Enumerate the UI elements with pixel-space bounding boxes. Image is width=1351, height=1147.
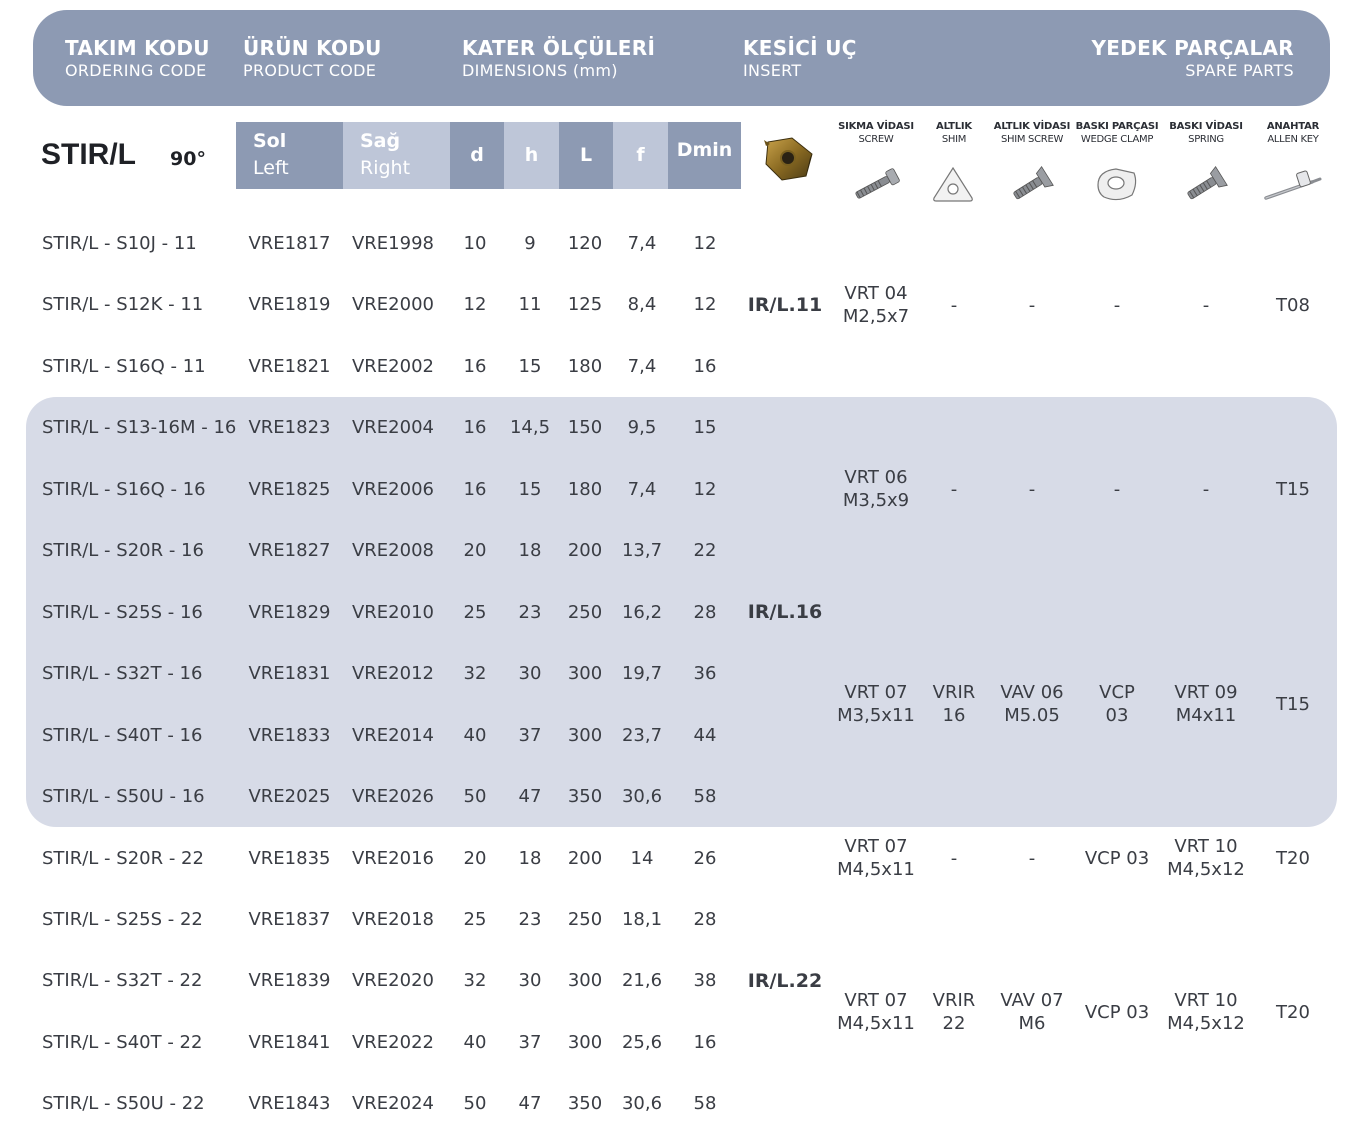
ordering-code-cell: STIR/L - S16Q - 11: [42, 356, 206, 377]
h-cell: 37: [518, 1032, 542, 1053]
header-title: KATER ÖLÇÜLERİ: [462, 36, 656, 60]
ordering-code-cell: STIR/L - S10J - 11: [42, 233, 197, 254]
L-cell: 200: [567, 540, 603, 561]
spare-part-line: VRT 07: [844, 990, 908, 1011]
spare-part-line: M4,5x11: [837, 1013, 915, 1034]
d-cell: 16: [463, 356, 487, 377]
d-cell: 40: [463, 1032, 487, 1053]
f-cell: 30,6: [621, 1093, 663, 1114]
shim-cell: [922, 478, 986, 501]
spare-part-line: -: [1202, 295, 1210, 316]
spare-part-line: M3,5x11: [837, 705, 915, 726]
spare-part-line: VRIR: [932, 990, 976, 1011]
screw-cell: [836, 989, 916, 1035]
d-cell: 50: [463, 1093, 487, 1114]
left-code-cell: VRE1817: [248, 233, 331, 254]
right-code-cell: VRE2018: [351, 909, 434, 930]
spare-header-sublabel: SHIM: [941, 134, 967, 145]
header-title: TAKIM KODU: [65, 36, 210, 60]
L-cell: 350: [567, 1093, 603, 1114]
right-code-cell: VRE2024: [351, 1093, 434, 1114]
spare-part-line: VCP 03: [1084, 848, 1150, 869]
d-cell: 16: [463, 417, 487, 438]
spare-part-line: M4,5x12: [1167, 859, 1245, 880]
right-code-cell: VRE2026: [351, 786, 434, 807]
column-header-label: L: [579, 144, 593, 166]
L-cell: 300: [567, 725, 603, 746]
allen-key-cell: [1258, 847, 1328, 870]
spare-part-line: -: [950, 848, 958, 869]
left-code-cell: VRE1823: [248, 417, 331, 438]
shim-cell: [922, 989, 986, 1035]
spare-part-line: VRT 07: [844, 682, 908, 703]
spare-part-line: -: [950, 295, 958, 316]
d-cell: 40: [463, 725, 487, 746]
wedge-clamp-cell: [1074, 847, 1160, 870]
spare-part-line: M4,5x11: [837, 859, 915, 880]
h-cell: 30: [518, 663, 542, 684]
spare-header-label: ALTLIK VİDASI: [993, 121, 1071, 132]
right-code-cell: VRE2006: [351, 479, 434, 500]
ordering-code-cell: STIR/L - S40T - 16: [42, 725, 203, 746]
insert-label: IR/L.22: [747, 970, 823, 992]
f-cell: 19,7: [621, 663, 663, 684]
ordering-code-cell: STIR/L - S20R - 22: [42, 848, 204, 869]
h-cell: 14,5: [509, 417, 551, 438]
dmin-cell: 28: [693, 602, 717, 623]
shim-screw-icon: [1006, 165, 1060, 205]
spare-part-line: VRT 10: [1174, 990, 1238, 1011]
f-cell: 14: [630, 848, 654, 869]
right-code-cell: VRE2022: [351, 1032, 434, 1053]
spring-screw-icon: [1180, 165, 1234, 205]
spare-part-line: M3,5x9: [842, 490, 910, 511]
left-code-cell: VRE1837: [248, 909, 331, 930]
L-cell: 250: [567, 909, 603, 930]
shim-cell: [922, 294, 986, 317]
header-subtitle: PRODUCT CODE: [243, 61, 377, 80]
spare-header-sublabel: SPRING: [1188, 134, 1224, 145]
spare-part-line: T20: [1276, 1002, 1310, 1023]
spare-header-label: ANAHTAR: [1266, 121, 1320, 132]
d-cell: 50: [463, 786, 487, 807]
ordering-code-cell: STIR/L - S32T - 22: [42, 970, 203, 991]
column-header-right: [343, 122, 450, 189]
dmin-cell: 12: [693, 233, 717, 254]
shim-screw-cell: [992, 989, 1072, 1035]
L-cell: 250: [567, 602, 603, 623]
h-cell: 37: [518, 725, 542, 746]
right-code-cell: VRE2010: [351, 602, 434, 623]
right-code-cell: VRE2016: [351, 848, 434, 869]
spare-part-line: 03: [1105, 705, 1129, 726]
h-cell: 23: [518, 602, 542, 623]
f-cell: 7,4: [627, 479, 657, 500]
screw-cell: [836, 681, 916, 727]
allen-key-cell: [1258, 478, 1328, 501]
dmin-cell: 36: [693, 663, 717, 684]
dmin-cell: 12: [693, 294, 717, 315]
dmin-cell: 58: [693, 1093, 717, 1114]
shim-screw-cell: [992, 847, 1072, 870]
header-subtitle: DIMENSIONS (mm): [462, 61, 618, 80]
column-header-sublabel: Right: [360, 157, 411, 179]
L-cell: 300: [567, 663, 603, 684]
spare-part-line: VRT 10: [1174, 836, 1238, 857]
spare-part-line: -: [950, 479, 958, 500]
spring-screw-cell: [1166, 835, 1246, 881]
f-cell: 23,7: [621, 725, 663, 746]
f-cell: 7,4: [627, 233, 657, 254]
right-code-cell: VRE2014: [351, 725, 434, 746]
shim-cell: [922, 847, 986, 870]
screw-cell: [836, 282, 916, 328]
spare-header-sublabel: WEDGE CLAMP: [1080, 134, 1154, 145]
insert-label: IR/L.16: [747, 601, 823, 623]
h-cell: 47: [518, 786, 542, 807]
spare-header-label: SIKMA VİDASI: [838, 121, 914, 132]
ordering-code-cell: STIR/L - S50U - 16: [42, 786, 205, 807]
wedge-clamp-cell: [1074, 294, 1160, 317]
spare-part-line: VRT 06: [844, 467, 908, 488]
column-header-dmin: [668, 122, 741, 189]
h-cell: 9: [524, 233, 536, 254]
h-cell: 18: [518, 848, 542, 869]
f-cell: 7,4: [627, 356, 657, 377]
shim-icon: [930, 165, 976, 205]
screw-cell: [836, 466, 916, 512]
f-cell: 21,6: [621, 970, 663, 991]
left-code-cell: VRE1833: [248, 725, 331, 746]
allen-key-cell: [1258, 294, 1328, 317]
header-subtitle: SPARE PARTS: [1185, 61, 1294, 80]
shim-screw-cell: [992, 681, 1072, 727]
header-title: YEDEK PARÇALAR: [1091, 36, 1294, 60]
f-cell: 30,6: [621, 786, 663, 807]
column-header-d: [450, 122, 504, 189]
f-cell: 9,5: [627, 417, 657, 438]
dmin-cell: 22: [693, 540, 717, 561]
ordering-code-cell: STIR/L - S25S - 16: [42, 602, 203, 623]
d-cell: 10: [463, 233, 487, 254]
d-cell: 25: [463, 602, 487, 623]
spare-part-line: T15: [1276, 694, 1310, 715]
spare-header-shim: [922, 121, 986, 146]
column-header-h: [504, 122, 559, 189]
column-header-label: Dmin: [676, 139, 733, 161]
ordering-code-cell: STIR/L - S16Q - 16: [42, 479, 206, 500]
header-title: KESİCİ UÇ: [743, 36, 857, 60]
spring-screw-cell: [1166, 989, 1246, 1035]
spare-part-line: 22: [942, 1013, 966, 1034]
right-code-cell: VRE2004: [351, 417, 434, 438]
spare-part-line: -: [1113, 295, 1121, 316]
spare-part-line: -: [1202, 479, 1210, 500]
spare-part-line: VRT 04: [844, 283, 908, 304]
f-cell: 25,6: [621, 1032, 663, 1053]
spare-header-screw: [836, 121, 916, 146]
left-code-cell: VRE1835: [248, 848, 331, 869]
L-cell: 350: [567, 786, 603, 807]
allen-key-cell: [1258, 1001, 1328, 1024]
wedge-clamp-icon: [1092, 163, 1142, 205]
column-header-label: d: [470, 144, 484, 166]
dmin-cell: 26: [693, 848, 717, 869]
d-cell: 32: [463, 970, 487, 991]
L-cell: 300: [567, 970, 603, 991]
column-header-f: [613, 122, 668, 189]
ordering-code-cell: STIR/L - S20R - 16: [42, 540, 204, 561]
spare-part-line: VAV 07: [1000, 990, 1064, 1011]
column-header-label: f: [636, 144, 645, 166]
h-cell: 11: [518, 294, 542, 315]
series-angle: 90°: [170, 148, 206, 170]
dmin-cell: 44: [693, 725, 717, 746]
header-product-code: [243, 36, 382, 82]
L-cell: 200: [567, 848, 603, 869]
insert-icon: [762, 136, 816, 182]
spare-part-line: VCP: [1099, 682, 1135, 703]
shim-screw-cell: [992, 478, 1072, 501]
h-cell: 23: [518, 909, 542, 930]
spare-header-sublabel: ALLEN KEY: [1267, 134, 1319, 145]
spare-part-line: VRIR: [932, 682, 976, 703]
series-title: STIR/L: [41, 138, 136, 171]
spare-part-line: 16: [942, 705, 966, 726]
ordering-code-cell: STIR/L - S25S - 22: [42, 909, 203, 930]
d-cell: 20: [463, 848, 487, 869]
left-code-cell: VRE1843: [248, 1093, 331, 1114]
d-cell: 32: [463, 663, 487, 684]
ordering-code-cell: STIR/L - S40T - 22: [42, 1032, 203, 1053]
shim-cell: [922, 681, 986, 727]
header-insert: [743, 36, 857, 82]
screw-icon: [848, 165, 904, 205]
d-cell: 16: [463, 479, 487, 500]
spare-header-sublabel: SHIM SCREW: [1000, 134, 1064, 145]
spare-header-label: ALTLIK: [936, 121, 972, 132]
left-code-cell: VRE1827: [248, 540, 331, 561]
spare-part-line: T20: [1276, 848, 1310, 869]
L-cell: 300: [567, 1032, 603, 1053]
spare-part-line: -: [1028, 479, 1036, 500]
right-code-cell: VRE2008: [351, 540, 434, 561]
f-cell: 16,2: [621, 602, 663, 623]
spare-part-line: VAV 06: [1000, 682, 1064, 703]
dmin-cell: 16: [693, 356, 717, 377]
spring-screw-cell: [1166, 478, 1246, 501]
spare-header-wedge-clamp: [1074, 121, 1160, 146]
spare-part-line: VCP 03: [1084, 1002, 1150, 1023]
screw-cell: [836, 835, 916, 881]
dmin-cell: 38: [693, 970, 717, 991]
L-cell: 125: [567, 294, 603, 315]
L-cell: 120: [567, 233, 603, 254]
left-code-cell: VRE1831: [248, 663, 331, 684]
column-header-sublabel: Left: [253, 157, 289, 179]
f-cell: 8,4: [627, 294, 657, 315]
dmin-cell: 16: [693, 1032, 717, 1053]
wedge-clamp-cell: [1074, 681, 1160, 727]
spare-header-sublabel: SCREW: [858, 134, 894, 145]
spare-part-line: M2,5x7: [842, 306, 910, 327]
header-spare-parts: [1091, 36, 1294, 82]
left-code-cell: VRE2025: [248, 786, 331, 807]
f-cell: 13,7: [621, 540, 663, 561]
spare-part-line: VRT 07: [844, 836, 908, 857]
h-cell: 30: [518, 970, 542, 991]
right-code-cell: VRE2012: [351, 663, 434, 684]
spare-header-label: BASKI VİDASI: [1169, 121, 1243, 132]
right-code-cell: VRE2002: [351, 356, 434, 377]
left-code-cell: VRE1821: [248, 356, 331, 377]
h-cell: 15: [518, 479, 542, 500]
allen-key-icon: [1262, 168, 1324, 204]
L-cell: 180: [567, 356, 603, 377]
left-code-cell: VRE1829: [248, 602, 331, 623]
allen-key-cell: [1258, 693, 1328, 716]
column-header-left: [236, 122, 343, 189]
spare-header-label: BASKI PARÇASI: [1075, 121, 1159, 132]
column-header-L: [559, 122, 613, 189]
wedge-clamp-cell: [1074, 1001, 1160, 1024]
left-code-cell: VRE1825: [248, 479, 331, 500]
d-cell: 20: [463, 540, 487, 561]
column-header-label: Sol: [253, 130, 287, 152]
left-code-cell: VRE1841: [248, 1032, 331, 1053]
spare-part-line: M4,5x12: [1167, 1013, 1245, 1034]
d-cell: 12: [463, 294, 487, 315]
spare-part-line: M5.05: [1004, 705, 1060, 726]
right-code-cell: VRE2000: [351, 294, 434, 315]
dmin-cell: 58: [693, 786, 717, 807]
header-ordering-code: [65, 36, 210, 82]
spare-header-shim-screw: [992, 121, 1072, 146]
spare-part-line: -: [1113, 479, 1121, 500]
h-cell: 15: [518, 356, 542, 377]
h-cell: 47: [518, 1093, 542, 1114]
header-title: ÜRÜN KODU: [243, 36, 382, 60]
wedge-clamp-cell: [1074, 478, 1160, 501]
h-cell: 18: [518, 540, 542, 561]
dmin-cell: 12: [693, 479, 717, 500]
column-header-label: Sağ: [360, 130, 401, 152]
left-code-cell: VRE1839: [248, 970, 331, 991]
insert-label: IR/L.11: [747, 294, 823, 316]
L-cell: 150: [567, 417, 603, 438]
spare-part-line: M6: [1018, 1013, 1046, 1034]
spare-header-allen-key: [1258, 121, 1328, 146]
f-cell: 18,1: [621, 909, 663, 930]
spare-part-line: -: [1028, 295, 1036, 316]
dmin-cell: 28: [693, 909, 717, 930]
spring-screw-cell: [1166, 294, 1246, 317]
spare-part-line: T15: [1276, 479, 1310, 500]
d-cell: 25: [463, 909, 487, 930]
shim-screw-cell: [992, 294, 1072, 317]
header-dimensions: [462, 36, 655, 82]
right-code-cell: VRE2020: [351, 970, 434, 991]
spare-part-line: -: [1028, 848, 1036, 869]
spare-header-spring: [1166, 121, 1246, 146]
ordering-code-cell: STIR/L - S13-16M - 16: [42, 417, 237, 438]
spring-screw-cell: [1166, 681, 1246, 727]
header-subtitle: INSERT: [743, 61, 802, 80]
spare-part-line: T08: [1276, 295, 1310, 316]
right-code-cell: VRE1998: [351, 233, 434, 254]
column-header-label: h: [524, 144, 539, 166]
ordering-code-cell: STIR/L - S12K - 11: [42, 294, 204, 315]
header-subtitle: ORDERING CODE: [65, 61, 207, 80]
spare-part-line: M4x11: [1175, 705, 1237, 726]
dmin-cell: 15: [693, 417, 717, 438]
spare-part-line: VRT 09: [1174, 682, 1238, 703]
left-code-cell: VRE1819: [248, 294, 331, 315]
L-cell: 180: [567, 479, 603, 500]
ordering-code-cell: STIR/L - S32T - 16: [42, 663, 203, 684]
ordering-code-cell: STIR/L - S50U - 22: [42, 1093, 205, 1114]
